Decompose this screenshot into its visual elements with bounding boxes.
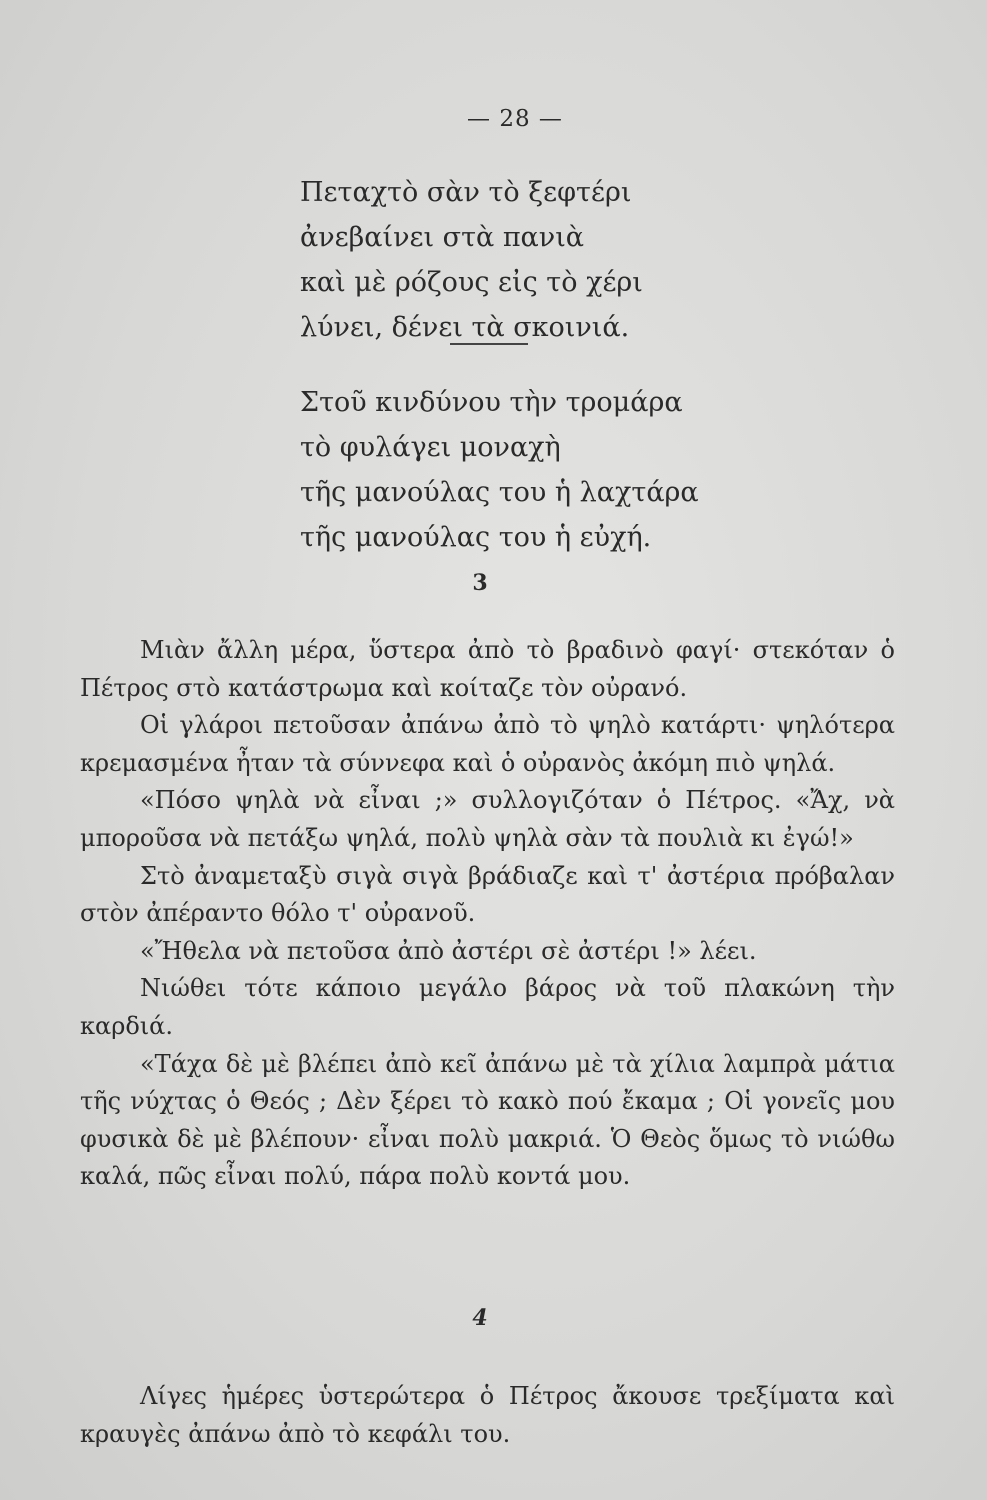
paragraph: Μιὰν ἄλλη μέρα, ὕστερα ἀπὸ τὸ βραδινὸ φαγί· στεκόταν ὁ Πέτρος στὸ κατάστρωμα καὶ κοίταζε τὸν οὐρανό.	[80, 636, 895, 702]
section-number-4: 4	[472, 1305, 488, 1331]
page-number: — 28 —	[467, 106, 563, 132]
paragraph: Οἱ γλάροι πετοῦσαν ἀπάνω ἀπὸ τὸ ψηλὸ κατάρτι· ψηλότερα κρεμασμένα ἦταν τὰ σύννεφα καὶ ὁ οὐρανὸς ἀκόμη πιὸ ψηλά.	[80, 711, 895, 777]
paragraph: Λίγες ἡμέρες ὑστερώτερα ὁ Πέτρος ἄκουσε τρεξίματα καὶ κραυγὲς ἀπάνω ἀπὸ τὸ κεφάλι του.	[80, 1382, 895, 1448]
verse-line: τῆς μανούλας του ἡ εὐχή.	[300, 522, 652, 553]
verse-line: Στοῦ κινδύνου τὴν τρομάρα	[300, 387, 683, 418]
poem-stanza-1	[300, 170, 643, 350]
verse-line: λύνει, δένει τὰ σκοινιά.	[300, 312, 630, 343]
verse-line: καὶ μὲ ρόζους εἰς τὸ χέρι	[300, 267, 643, 298]
stanza-divider	[450, 343, 528, 345]
paragraph: «Τάχα δὲ μὲ βλέπει ἀπὸ κεῖ ἀπάνω μὲ τὰ χίλια λαμπρὰ μάτια τῆς νύχτας ὁ Θεός ; Δὲν ξέρει τὸ κακὸ πού ἔκαμα ; Οἱ γονεῖς μου φυσικὰ δὲ μὲ βλέπουν· εἶναι πολὺ μακριά. Ὁ Θεὸς ὅμως τὸ νιώθω καλά, πῶς εἶναι πολύ, πάρα πολὺ κοντά μου.	[80, 1049, 895, 1191]
poem-stanza-2	[300, 380, 699, 560]
verse-line: τῆς μανούλας του ἡ λαχτάρα	[300, 477, 699, 508]
verse-line: ἀνεβαίνει στὰ πανιὰ	[300, 222, 585, 253]
paragraph: «Πόσο ψηλὰ νὰ εἶναι ;» συλλογιζόταν ὁ Πέτρος. «Ἄχ, νὰ μποροῦσα νὰ πετάξω ψηλά, πολὺ ψηλὰ σὰν τὰ πουλιὰ κι ἐγώ!»	[80, 786, 895, 852]
paragraph: «Ἤθελα νὰ πετοῦσα ἀπὸ ἀστέρι σὲ ἀστέρι !» λέει.	[140, 936, 757, 965]
verse-line: Πεταχτὸ σὰν τὸ ξεφτέρι	[300, 177, 632, 208]
prose-section-3	[80, 632, 895, 1196]
prose-section-4	[80, 1378, 895, 1453]
section-number-3: 3	[472, 570, 488, 596]
verse-line: τὸ φυλάγει μοναχὴ	[300, 432, 561, 463]
paragraph: Στὸ ἀναμεταξὺ σιγὰ σιγὰ βράδιαζε καὶ τ' ἀστέρια πρόβαλαν στὸν ἀπέραντο θόλο τ' οὐρανοῦ.	[80, 861, 895, 928]
paragraph: Νιώθει τότε κάποιο μεγάλο βάρος νὰ τοῦ πλακώνη τὴν καρδιά.	[80, 974, 895, 1040]
